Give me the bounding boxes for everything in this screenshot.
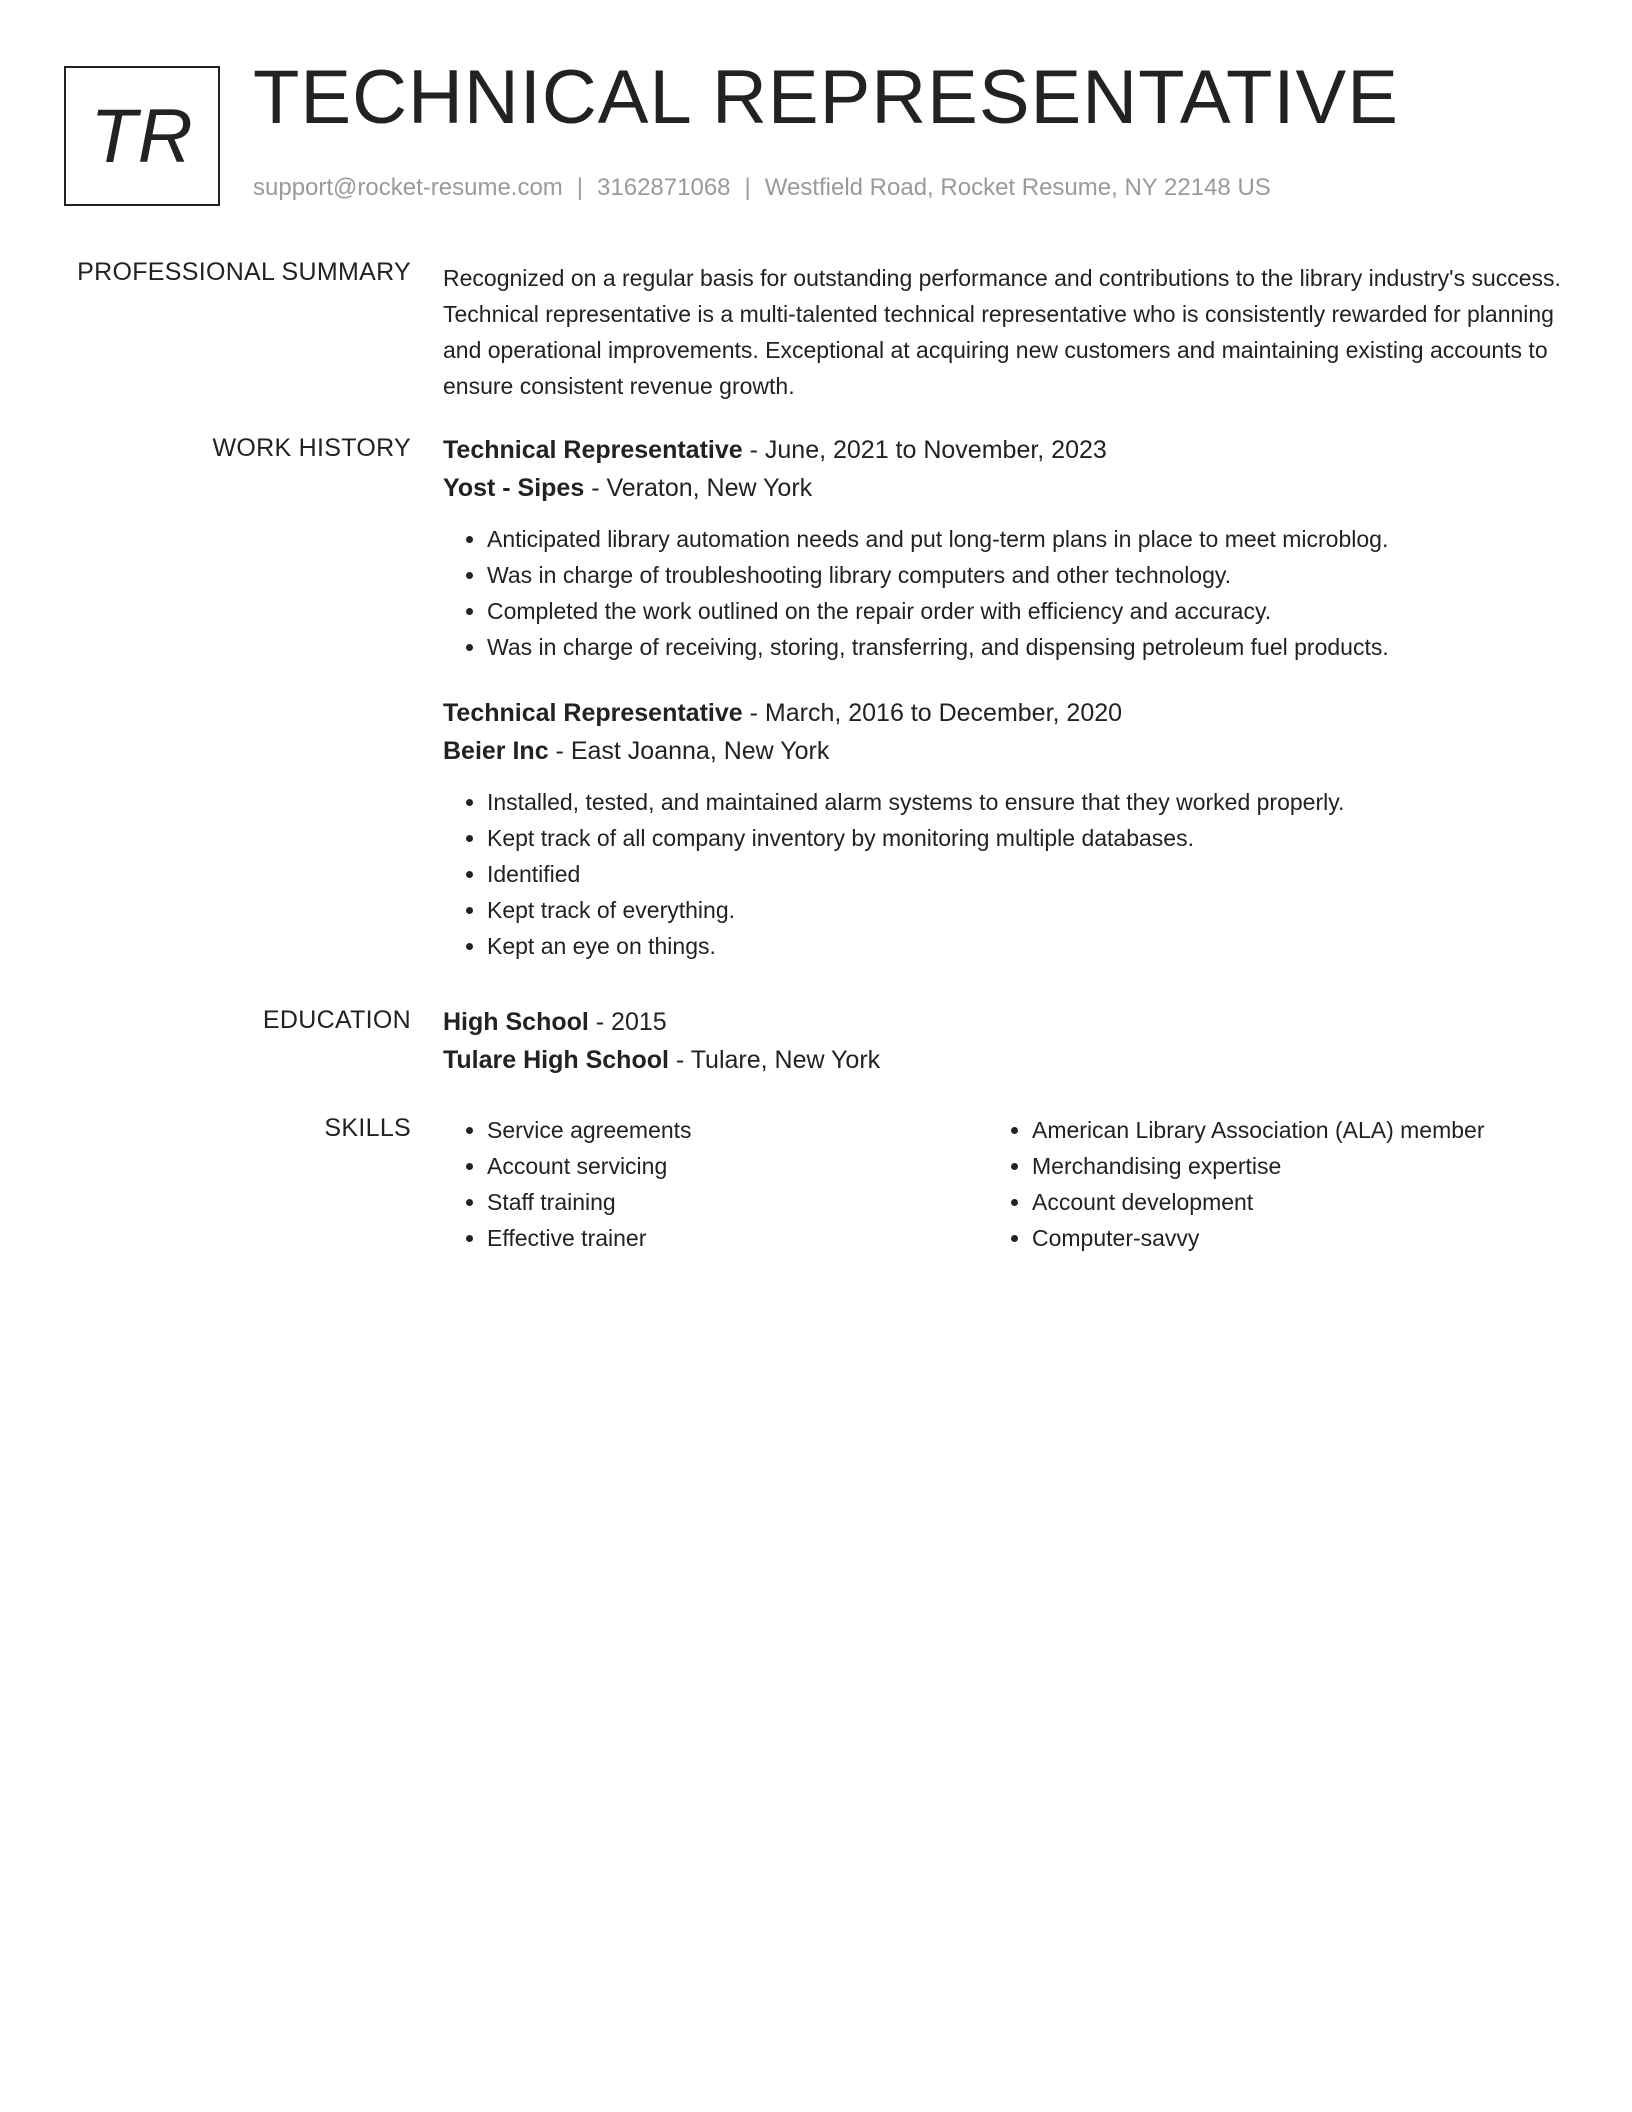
education-location: - Tulare, New York xyxy=(668,1046,881,1074)
job-dates: - March, 2016 to December, 2020 xyxy=(742,699,1123,727)
skill-item: • American Library Association (ALA) member xyxy=(1032,1112,1533,1148)
job-company-line xyxy=(443,469,1563,507)
skills-body xyxy=(443,1112,1563,1256)
skills-heading: SKILLS xyxy=(324,1114,411,1142)
summary-body xyxy=(443,260,1563,404)
candidate-name: TECHNICAL REPRESENTATIVE xyxy=(253,55,1399,140)
skill-item: • Effective trainer xyxy=(487,1220,988,1256)
job-dates: - June, 2021 to November, 2023 xyxy=(742,436,1107,464)
job-company: Yost - Sipes xyxy=(443,474,585,502)
skills-column-left xyxy=(443,1112,988,1256)
job-duty: • Completed the work outlined on the repair order with efficiency and accuracy. xyxy=(487,593,1563,629)
education-year: - 2015 xyxy=(588,1008,667,1036)
education-school: Tulare High School xyxy=(443,1046,669,1074)
job-duties-list xyxy=(443,521,1563,665)
contact-separator: | xyxy=(744,174,751,201)
work-history-heading: WORK HISTORY xyxy=(212,434,411,462)
skill-item: • Computer-savvy xyxy=(1032,1220,1533,1256)
job-role: Technical Representative xyxy=(443,436,743,464)
job-duty: • Identified xyxy=(487,856,1563,892)
education-heading: EDUCATION xyxy=(262,1006,411,1034)
contact-email: support@rocket-resume.com xyxy=(253,174,563,201)
job-duty: • Was in charge of troubleshooting library computers and other technology. xyxy=(487,557,1563,593)
skills-list xyxy=(988,1112,1533,1256)
job-duty: • Kept an eye on things. xyxy=(487,928,1563,964)
summary-text: Recognized on a regular basis for outstanding performance and contributions to the library industry's success. Technical representative is a multi-talented technical representative who is consistently rewarded for planning and operational improvements. Exceptional at acquiring new customers and maintaining existing accounts to ensure consistent revenue growth. xyxy=(443,265,1561,399)
education-body xyxy=(443,1003,1563,1079)
contact-line xyxy=(253,174,1271,202)
monogram-box xyxy=(64,66,220,206)
job-entry xyxy=(443,694,1563,964)
job-duty: • Kept track of all company inventory by monitoring multiple databases. xyxy=(487,820,1563,856)
job-company-line xyxy=(443,732,1563,770)
job-duty: • Anticipated library automation needs and put long-term plans in place to meet microblog. xyxy=(487,521,1563,557)
education-degree: High School xyxy=(443,1008,589,1036)
skills-list xyxy=(443,1112,988,1256)
skill-item: • Service agreements xyxy=(487,1112,988,1148)
contact-phone: 3162871068 xyxy=(597,174,731,201)
skills-grid xyxy=(443,1112,1563,1256)
job-duty: • Was in charge of receiving, storing, transferring, and dispensing petroleum fuel products. xyxy=(487,629,1563,665)
summary-heading: PROFESSIONAL SUMMARY xyxy=(77,258,411,286)
education-degree-line xyxy=(443,1003,1563,1041)
skill-item: • Merchandising expertise xyxy=(1032,1148,1533,1184)
job-title-line xyxy=(443,431,1563,469)
job-location: - Veraton, New York xyxy=(584,474,813,502)
job-title-line xyxy=(443,694,1563,732)
job-company: Beier Inc xyxy=(443,737,549,765)
job-duty: • Kept track of everything. xyxy=(487,892,1563,928)
job-duties-list xyxy=(443,784,1563,964)
education-school-line xyxy=(443,1041,1563,1079)
job-duty: • Installed, tested, and maintained alarm systems to ensure that they worked properly. xyxy=(487,784,1563,820)
monogram-initials: TR xyxy=(90,93,194,179)
skill-item: • Account development xyxy=(1032,1184,1533,1220)
skills-column-right xyxy=(988,1112,1533,1256)
job-entry xyxy=(443,431,1563,665)
work-history-body xyxy=(443,431,1563,964)
job-location: - East Joanna, New York xyxy=(548,737,830,765)
skill-item: • Staff training xyxy=(487,1184,988,1220)
skill-item: • Account servicing xyxy=(487,1148,988,1184)
contact-separator: | xyxy=(576,174,584,201)
job-role: Technical Representative xyxy=(443,699,743,727)
contact-address: Westfield Road, Rocket Resume, NY 22148 US xyxy=(764,174,1271,201)
